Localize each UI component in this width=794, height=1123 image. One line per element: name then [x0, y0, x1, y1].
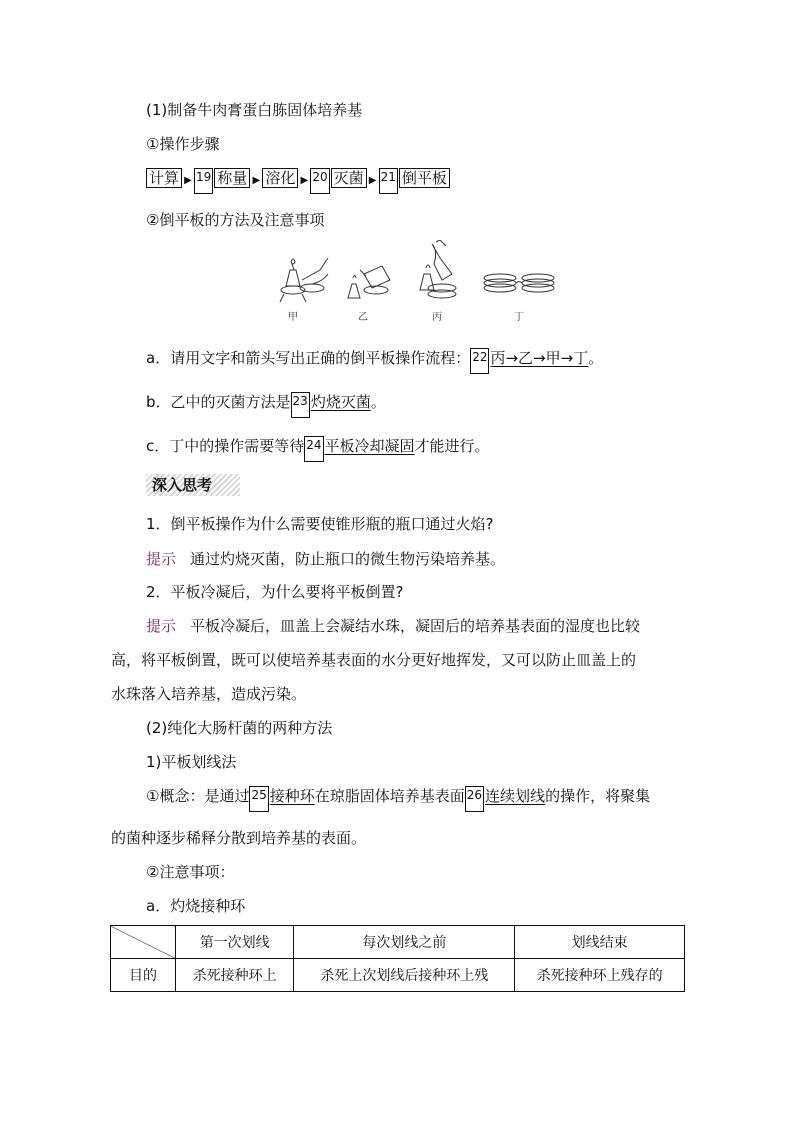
figure-label-bing: 丙	[432, 312, 442, 323]
table-cell: 目的	[111, 959, 176, 992]
hint-1-text: 通过灼烧灭菌，防止瓶口的微生物污染培养基。	[190, 550, 506, 568]
pour-plate-figure	[272, 240, 562, 322]
blank-number-22: 22	[470, 348, 489, 374]
flow-step-pour-plate: 倒平板	[399, 168, 450, 188]
figure-label-ding: 丁	[514, 312, 524, 323]
arrow-icon: ▶	[300, 175, 309, 186]
table-header-row	[111, 926, 685, 959]
note-a: a．灼烧接种环	[146, 897, 246, 915]
section-2-title: (2)纯化大肠杆菌的两种方法	[146, 719, 333, 737]
question-a	[146, 348, 603, 374]
answer-25: 接种环	[269, 787, 315, 805]
question-b-end: 。	[370, 393, 386, 411]
concept-suffix: 的操作，将聚集	[545, 787, 651, 805]
section-1-title: (1)制备牛肉膏蛋白胨固体培养基	[146, 101, 363, 119]
blank-number-24: 24	[304, 436, 323, 462]
blank-number-26: 26	[465, 786, 484, 812]
table-header: 第一次划线	[176, 926, 294, 959]
table-cell: 杀死上次划线后接种环上残	[294, 959, 515, 992]
table-corner-cell	[111, 926, 176, 959]
blank-number-21: 21	[379, 168, 398, 194]
hint-2-line-3: 水珠落入培养基，造成污染。	[111, 685, 307, 703]
question-c-text: c．丁中的操作需要等待	[146, 437, 305, 455]
concept-mid: 在琼脂固体培养基表面	[314, 787, 465, 805]
pour-plate-illustration	[272, 240, 562, 310]
hint-2-line-2: 高，将平板倒置，既可以使培养基表面的水分更好地挥发，又可以防止皿盖上的	[111, 651, 637, 669]
hint-1	[146, 549, 505, 569]
question-1: 1．倒平板操作为什么需要使锥形瓶的瓶口通过火焰?	[146, 515, 494, 533]
flow-step-sterilize: 灭菌	[331, 168, 367, 188]
deep-thinking-tag: 深入思考	[146, 474, 240, 496]
flow-step-dissolve: 溶化	[262, 168, 298, 188]
blank-number-20: 20	[310, 168, 329, 194]
flow-diagram	[146, 168, 450, 194]
concept-prefix: ①概念：是通过	[146, 787, 250, 805]
pour-plate-title: ②倒平板的方法及注意事项	[146, 211, 325, 229]
table-row	[111, 959, 685, 992]
answer-23: 灼烧灭菌	[310, 393, 371, 411]
question-b-text: b．乙中的灭菌方法是	[146, 393, 291, 411]
answer-26: 连续划线	[485, 787, 546, 805]
concept-line-1	[146, 786, 650, 812]
flow-step-weigh: 称量	[214, 168, 250, 188]
table-cell: 杀死接种环上	[176, 959, 294, 992]
blank-number-25: 25	[249, 786, 268, 812]
notes-title: ②注意事项：	[146, 863, 235, 881]
operation-steps-title: ①操作步骤	[146, 135, 220, 153]
concept-line-2: 的菌种逐步稀释分散到培养基的表面。	[111, 829, 367, 847]
question-a-end: 。	[588, 349, 604, 367]
method-1-title: 1)平板划线法	[146, 753, 237, 771]
arrow-icon: ▶	[252, 175, 261, 186]
answer-24: 平板冷却凝固	[324, 437, 415, 455]
figure-label-jia: 甲	[288, 312, 298, 323]
question-c	[146, 436, 490, 462]
streak-purpose-table	[110, 925, 685, 992]
arrow-icon: ▶	[184, 175, 192, 186]
question-b	[146, 392, 386, 418]
hint-2-line-1: 平板冷凝后，皿盖上会凝结水珠，凝固后的培养基表面的湿度也比较	[190, 617, 641, 635]
table-header: 每次划线之前	[294, 926, 515, 959]
answer-22: 丙→乙→甲→丁	[490, 349, 589, 367]
question-c-end: 才能进行。	[414, 437, 490, 455]
question-a-text: a．请用文字和箭头写出正确的倒平板操作流程：	[146, 349, 471, 367]
blank-number-19: 19	[194, 168, 213, 194]
arrow-icon: ▶	[368, 175, 377, 186]
figure-label-yi: 乙	[358, 312, 368, 323]
hint-2	[146, 616, 640, 636]
table-cell: 杀死接种环上残存的	[515, 959, 685, 992]
flow-step-calc: 计算	[146, 168, 182, 188]
hint-1-label: 提示	[146, 550, 177, 568]
blank-number-23: 23	[291, 392, 310, 418]
question-2: 2．平板冷凝后，为什么要将平板倒置?	[146, 583, 404, 601]
table-header: 划线结束	[515, 926, 685, 959]
hint-2-label: 提示	[146, 617, 177, 635]
